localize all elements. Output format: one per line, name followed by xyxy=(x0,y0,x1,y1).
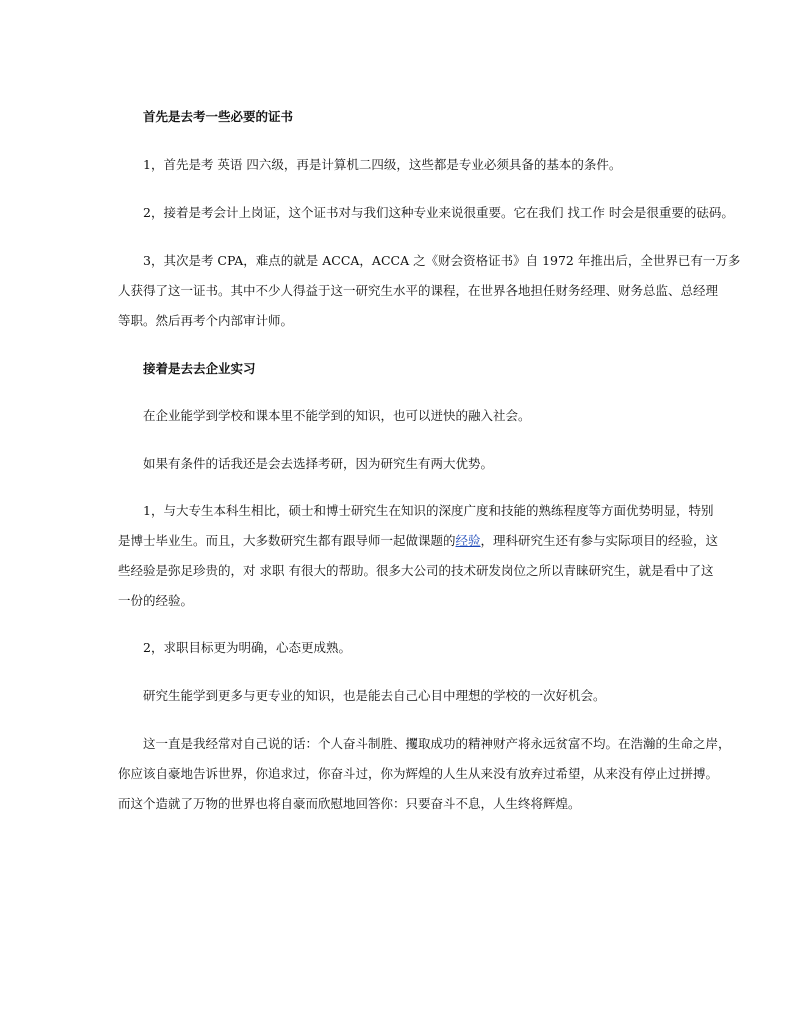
certificate-item-2: 2，接着是考会计上岗证，这个证书对与我们这种专业来说很重要。它在我们 找工作 时会是很重要的砝码。 xyxy=(143,205,734,220)
experience-link[interactable]: 经验 xyxy=(455,533,481,548)
closing-line-3: 而这个造就了万物的世界也将自豪而欣慰地回答你：只要奋斗不息，人生终将辉煌。 xyxy=(118,796,581,811)
certificate-item-3-line-1: 3，其次是考 CPA，难点的就是 ACCA，ACCA 之《财会资格证书》自 1972 年推出后，全世界已有一万多 xyxy=(143,253,741,268)
graduate-benefit-paragraph: 研究生能学到更多与更专业的知识，也是能去自己心目中理想的学校的一次好机会。 xyxy=(143,688,606,703)
certificate-item-3-line-3: 等职。然后再考个内部审计师。 xyxy=(118,313,294,328)
advantage-1-line-2 xyxy=(118,533,718,549)
internship-paragraph: 在企业能学到学校和课本里不能学到的知识，也可以迸快的融入社会。 xyxy=(143,408,531,423)
advantage-2: 2，求职目标更为明确，心态更成熟。 xyxy=(143,640,351,655)
advantage-1-line-2-before: 是博士毕业生。而且，大多数研究生都有跟导师一起做课题的 xyxy=(118,533,456,548)
closing-line-2: 你应该自豪地告诉世界，你追求过，你奋斗过，你为辉煌的人生从来没有放弃过希望，从来没有停止过拼搏。 xyxy=(118,766,719,781)
closing-line-1: 这一直是我经常对自己说的话：个人奋斗制胜、攫取成功的精神财产将永远贫富不均。在浩瀚的生命之岸， xyxy=(143,736,731,751)
advantage-1-line-1: 1，与大专生本科生相比，硕士和博士研究生在知识的深度广度和技能的熟练程度等方面优势明显，特别 xyxy=(143,503,714,518)
advantage-1-line-4: 一份的经验。 xyxy=(118,593,194,608)
graduate-study-paragraph: 如果有条件的话我还是会去选择考研，因为研究生有两大优势。 xyxy=(143,456,494,471)
section-heading-internship: 接着是去去企业实习 xyxy=(143,361,256,376)
certificate-item-3-line-2: 人获得了这一证书。其中不少人得益于这一研究生水平的课程，在世界各地担任财务经理、财务总监、总经理 xyxy=(118,283,719,298)
certificate-item-1: 1，首先是考 英语 四六级，再是计算机二四级，这些都是专业必须具备的基本的条件。 xyxy=(143,157,622,172)
advantage-1-line-3: 些经验是弥足珍贵的，对 求职 有很大的帮助。很多大公司的技术研发岗位之所以青睐研究生，就是看中了这 xyxy=(118,563,714,578)
advantage-1-line-2-after: ，理科研究生还有参与实际项目的经验，这 xyxy=(480,533,719,548)
section-heading-certificates: 首先是去考一些必要的证书 xyxy=(143,109,294,124)
